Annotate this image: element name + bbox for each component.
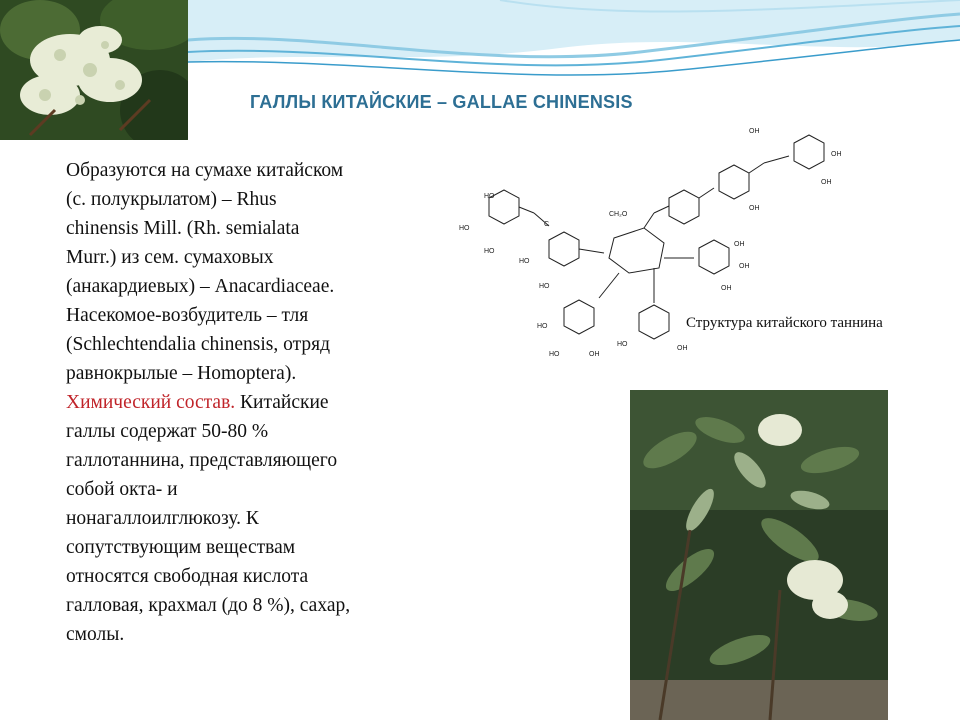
oh-label: C <box>544 221 550 228</box>
sumac-flower-photo <box>0 0 188 140</box>
structure-caption: Структура китайского таннина <box>686 315 883 331</box>
sumac-branch-photo <box>630 390 888 720</box>
ch2o-label: CH₂O <box>609 211 628 218</box>
oh-label: OH <box>589 351 600 358</box>
body-text-part2: Китайские галлы содержат 50-80 % галлотаннина, представляющего собой окта- и нонагаллоилглюкозу. К сопутствующим веществам относятся свободная кислота галловая, крахмал (до 8 %), сахар, смолы. <box>66 392 351 645</box>
ho-label: HO <box>519 258 530 265</box>
ho-label: HO <box>537 323 548 330</box>
ho-label: HO <box>459 225 470 232</box>
slide-title: ГАЛЛЫ КИТАЙСКИЕ – GALLAE CHINENSIS <box>250 92 633 112</box>
oh-label: OH <box>721 285 732 292</box>
oh-label: OH <box>831 151 842 158</box>
oh-label: OH <box>739 263 750 270</box>
oh-label: OH <box>734 241 745 248</box>
ho-label: HO <box>539 283 550 290</box>
oh-label: OH <box>677 345 688 352</box>
ho-label: HO <box>484 193 495 200</box>
oh-label: OH <box>749 205 760 212</box>
oh-label: OH <box>821 179 832 186</box>
body-text-part1: Образуются на сумахе китайском (с. полукрылатом) – Rhus chinensis Mill. (Rh. semialata Murr.) из сем. сумаховых (анакардиевых) – Anacardiaceae. Насекомое-возбудитель – тля (Schlechtendalia chinensis, отряд равнокрылые – Homoptera). <box>66 160 344 384</box>
ho-label: HO <box>617 341 628 348</box>
oh-label: OH <box>749 128 760 135</box>
body-paragraph <box>66 156 446 649</box>
chemical-composition-heading: Химический состав. <box>66 392 236 413</box>
ho-label: HO <box>484 248 495 255</box>
ho-label: HO <box>549 351 560 358</box>
